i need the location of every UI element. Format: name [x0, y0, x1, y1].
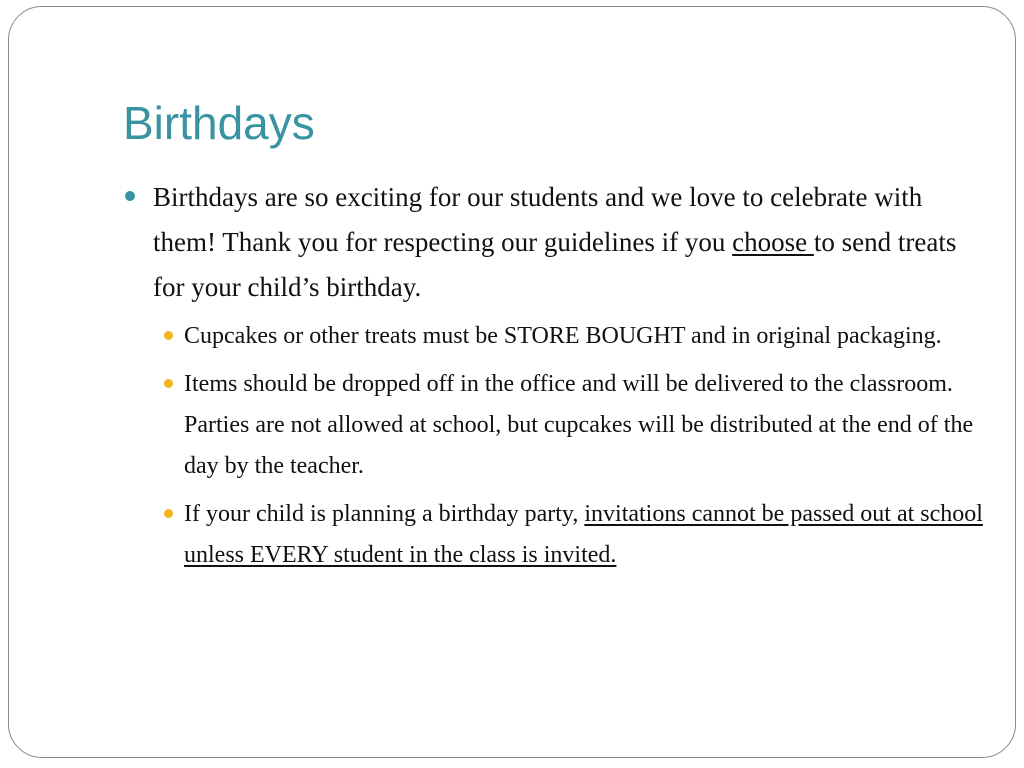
teal-dot-bullet-icon [125, 191, 135, 201]
slide-title: Birthdays [123, 97, 315, 149]
sub-bullet-drop-off [184, 364, 983, 487]
main-bullet-underlined: choose [732, 227, 814, 257]
sub-bullet-invitations [184, 494, 983, 576]
main-bullet-text-before: Birthdays are so exciting for our students and we love to celebrate with them! Thank you for respecting our guidelines if you [153, 182, 923, 257]
sub-bullet-text: Items should be dropped off in the office and will be delivered to the classroom. Parties are not allowed at school, but cupcakes will be distributed at the end of the day by the teacher. [184, 371, 974, 479]
main-bullet-text-after: to send treats for your child’s birthday. [153, 227, 957, 302]
gold-dot-bullet-icon [164, 331, 173, 340]
sub-bullet-list [153, 316, 983, 576]
sub-bullet-store-bought [184, 316, 983, 357]
gold-dot-bullet-icon [164, 509, 173, 518]
sub-bullet-underlined: invitations cannot be passed out at school unless EVERY student in the class is invited. [184, 501, 983, 568]
slide [8, 6, 1016, 758]
sub-bullet-text: Cupcakes or other treats must be STORE BOUGHT and in original packaging. [184, 323, 942, 349]
sub-bullet-text-before: If your child is planning a birthday party, [184, 501, 585, 527]
main-bullet [153, 175, 983, 310]
gold-dot-bullet-icon [164, 379, 173, 388]
slide-body [153, 175, 983, 583]
